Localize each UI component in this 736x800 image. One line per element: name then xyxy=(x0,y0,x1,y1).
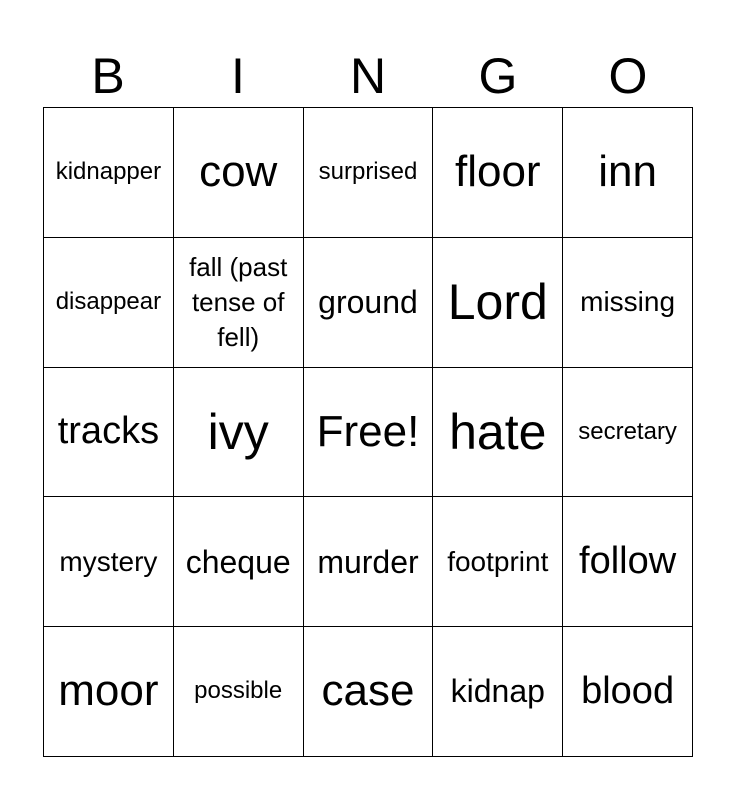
header-letter-n: N xyxy=(349,48,387,104)
cell-text: secretary xyxy=(578,417,677,445)
cell-text: mystery xyxy=(59,545,158,577)
cell-text: murder xyxy=(317,543,419,580)
bingo-cell[interactable] xyxy=(563,368,693,498)
bingo-cell[interactable] xyxy=(563,238,693,368)
bingo-cell[interactable] xyxy=(304,108,434,238)
bingo-cell[interactable] xyxy=(44,627,174,757)
bingo-cell[interactable] xyxy=(174,238,304,368)
cell-text: tracks xyxy=(57,410,160,453)
bingo-cell[interactable] xyxy=(174,108,304,238)
bingo-cell[interactable] xyxy=(433,627,563,757)
bingo-board xyxy=(43,107,693,757)
cell-text: follow xyxy=(579,539,677,582)
header-letter-o: O xyxy=(608,48,648,104)
cell-text: blood xyxy=(581,669,675,712)
cell-text: Lord xyxy=(447,274,548,331)
cell-text: kidnap xyxy=(450,673,545,710)
bingo-cell[interactable] xyxy=(304,238,434,368)
cell-text: possible xyxy=(194,677,283,705)
cell-text: missing xyxy=(580,286,676,318)
bingo-cell[interactable] xyxy=(563,627,693,757)
cell-text: disappear xyxy=(55,287,162,315)
bingo-cell[interactable] xyxy=(563,497,693,627)
cell-text: ivy xyxy=(207,403,269,460)
bingo-cell free-space[interactable] xyxy=(304,368,434,498)
cell-text: ground xyxy=(318,284,418,320)
bingo-cell[interactable] xyxy=(44,368,174,498)
cell-text: fall (past tense of fell) xyxy=(189,251,288,352)
bingo-header xyxy=(43,46,693,106)
bingo-cell[interactable] xyxy=(44,238,174,368)
bingo-cell[interactable] xyxy=(433,108,563,238)
bingo-cell[interactable] xyxy=(304,497,434,627)
bingo-cell[interactable] xyxy=(44,108,174,238)
header-letter-g: G xyxy=(478,48,518,104)
bingo-cell[interactable] xyxy=(174,368,304,498)
cell-text: Free! xyxy=(316,406,420,456)
cell-text: moor xyxy=(58,666,159,716)
cell-text: hate xyxy=(449,403,547,460)
bingo-cell[interactable] xyxy=(433,497,563,627)
bingo-cell[interactable] xyxy=(174,627,304,757)
cell-text: case xyxy=(321,666,415,716)
cell-text: footprint xyxy=(447,545,549,577)
header-letter-b: B xyxy=(91,48,125,104)
bingo-cell[interactable] xyxy=(433,238,563,368)
cell-text: floor xyxy=(454,147,541,196)
bingo-cell[interactable] xyxy=(563,108,693,238)
cell-text: cheque xyxy=(185,543,291,580)
bingo-cell[interactable] xyxy=(304,627,434,757)
header-letter-i: I xyxy=(231,48,245,104)
cell-text: kidnapper xyxy=(55,158,162,185)
cell-text: inn xyxy=(598,147,657,196)
cell-text: cow xyxy=(199,147,278,196)
cell-text: surprised xyxy=(318,158,418,185)
bingo-cell[interactable] xyxy=(44,497,174,627)
bingo-cell[interactable] xyxy=(433,368,563,498)
bingo-cell[interactable] xyxy=(174,497,304,627)
